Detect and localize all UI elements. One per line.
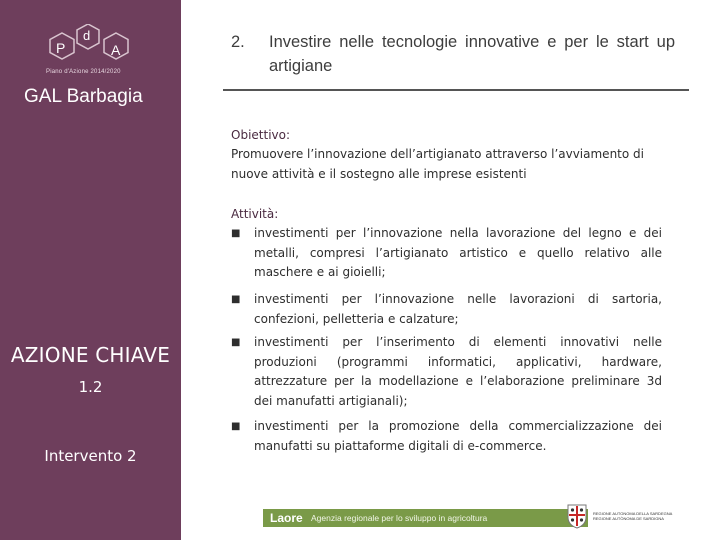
square-bullet-icon: ■ xyxy=(231,294,241,305)
laore-banner xyxy=(263,509,588,527)
heading-title: Investire nelle tecnologie innovative e per le start up artigiane xyxy=(269,33,675,75)
gal-logo xyxy=(0,0,181,115)
logo-caption: Piano d'Azione 2014/2020 xyxy=(46,69,121,75)
activity-text: investimenti per l’innovazione nella lavorazione del legno e dei metalli, compresi l’artigianato artistico e quello relativo alle maschere e ai gioielli; xyxy=(254,226,662,280)
logo-letter-p: P xyxy=(56,40,66,56)
laore-brand: Laore xyxy=(270,511,303,525)
activity-text: investimenti per l’innovazione nelle lavorazioni di sartoria, confezioni, pelletteria e calzature; xyxy=(254,292,662,326)
heading-divider xyxy=(223,89,689,91)
activity-text: investimenti per l’inserimento di elementi innovativi nelle produzioni (programmi informatici, applicativi, hardware, attrezzature per la modellazione e l’elaborazione preliminare 3d dei manufatti artigianali); xyxy=(254,335,662,408)
laore-tagline: Agenzia regionale per lo sviluppo in agricoltura xyxy=(311,513,488,523)
logo-letter-a: A xyxy=(111,42,121,58)
square-bullet-icon: ■ xyxy=(231,228,241,239)
activity-text: investimenti per la promozione della commercializzazione dei manufatti su piattaforme digitali di e-commerce. xyxy=(254,419,662,453)
action-label: AZIONE CHIAVE xyxy=(10,343,171,367)
logo-letter-d: d xyxy=(83,28,91,43)
objective-label: Obiettivo: xyxy=(231,128,291,142)
region-text: REGIONE AUTONOMA DELLA SARDEGNA REGIONE AUTÒNOMA DE SARDIGNA xyxy=(593,511,673,521)
square-bullet-icon: ■ xyxy=(231,337,241,348)
activities-label: Attività: xyxy=(231,207,279,221)
objective-text: Promuovere l’innovazione dell’artigianato attraverso l’avviamento di nuove attività e il sostegno alle imprese esistenti xyxy=(231,147,644,181)
square-bullet-icon: ■ xyxy=(231,421,241,432)
sardinia-crest-icon xyxy=(566,503,588,529)
action-number: 1.2 xyxy=(78,378,103,396)
heading-number: 2. xyxy=(231,33,245,51)
intervention-label: Intervento 2 xyxy=(44,447,137,465)
gal-name: GAL Barbagia xyxy=(24,86,143,107)
sidebar xyxy=(0,0,181,540)
